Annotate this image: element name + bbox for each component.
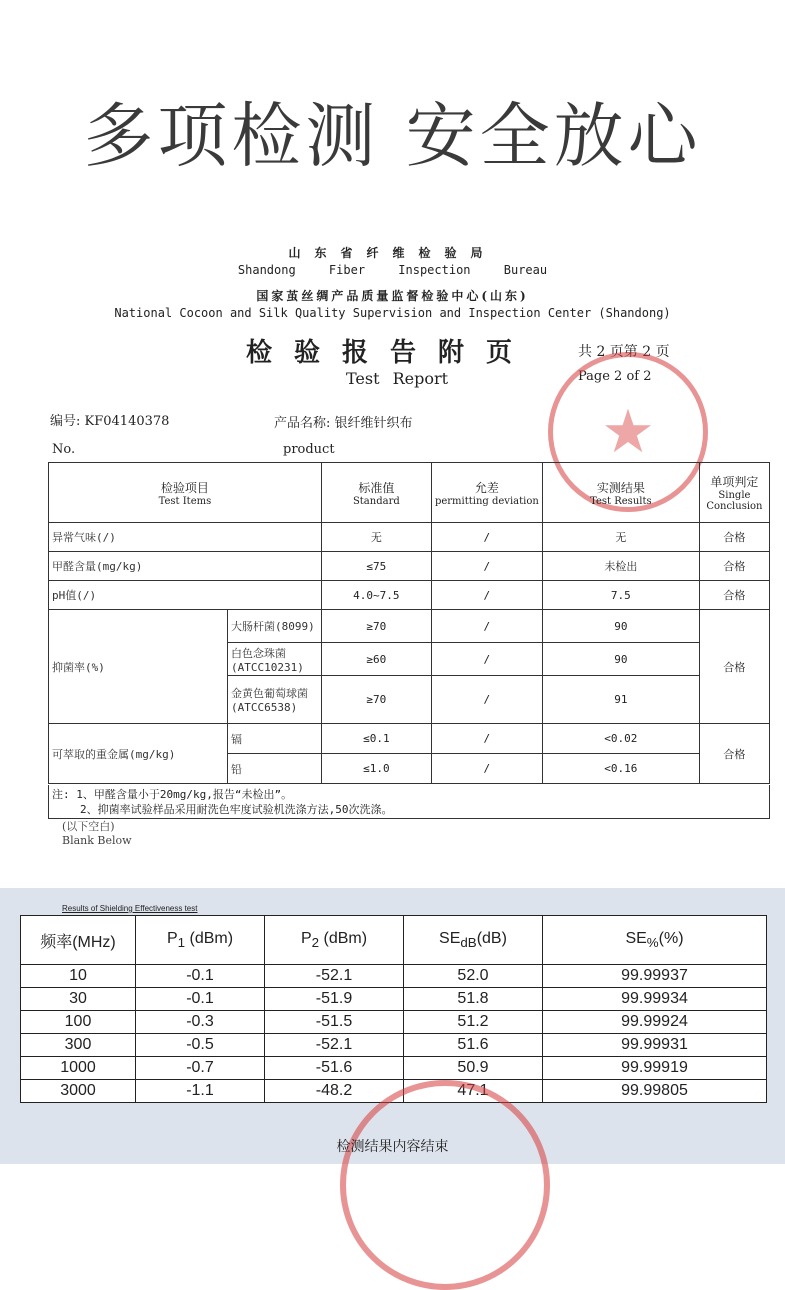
product-label: 产品名称: — [274, 416, 331, 431]
seal-star-icon: ★ — [601, 397, 655, 467]
blank-below-en: Blank Below — [62, 834, 132, 847]
page-indicator-cn: 共 2 页第 2 页 — [578, 344, 670, 360]
product-name — [274, 412, 413, 431]
product-label-en: product — [283, 442, 335, 457]
table-row: 抑菌率(%) 大肠杆菌(8099) ≥70 / 90 合格 — [49, 610, 770, 643]
header-results: 实测结果 Test Results — [542, 463, 699, 523]
header-frequency: 频率(MHz) — [21, 916, 136, 965]
note-1: 注: 1、甲醛含量小于20mg/kg,报告“未检出”。 — [52, 788, 293, 801]
header-p1: $P_1$ (dBm) — [136, 916, 265, 965]
bureau-name-cn: 山东省纤维检验局 — [288, 246, 497, 260]
report-number-value: KF04140378 — [84, 414, 170, 429]
blank-below-cn: (以下空白) — [62, 820, 115, 833]
headline: 多项检测 安全放心 — [83, 95, 702, 177]
report-number-label: 编号: — [50, 414, 81, 429]
header-se-percent: $SE_{\%}(\%)$ — [543, 916, 767, 965]
test-center-seal — [340, 1080, 550, 1290]
product-value: 银纤维针织布 — [334, 416, 413, 431]
table-row: 可萃取的重金属(mg/kg) 镉 ≤0.1 / <0.02 合格 — [49, 724, 770, 754]
header-se-db: $SE_{dB}(dB)$ — [404, 916, 543, 965]
table-row: pH值(/) 4.0~7.5 / 7.5 合格 — [49, 581, 770, 610]
table-row: 异常气味(/) 无 / 无 合格 — [49, 523, 770, 552]
table-header-row — [49, 463, 770, 523]
header-p2: $P_2$ (dBm) — [265, 916, 404, 965]
shielding-table — [20, 915, 767, 1103]
test-report-table — [48, 462, 770, 784]
center-name-en: National Cocoon and Silk Quality Supervision and Inspection Center (Shandong) — [114, 306, 671, 320]
table-notes — [48, 785, 770, 819]
page-indicator-en: Page 2 of 2 — [578, 369, 652, 384]
report-number — [50, 410, 169, 429]
table-row: 100 -0.3 -51.5 51.2 99.99924 — [21, 1011, 767, 1034]
center-name-cn: 国家茧丝绸产品质量监督检验中心(山东) — [256, 289, 529, 303]
note-2: 2、抑菌率试验样品采用耐洗色牢度试验机洗涤方法,50次洗涤。 — [80, 803, 393, 816]
table-row: 金黄色葡萄球菌(ATCC6538) ≥70 / 91 — [49, 676, 770, 724]
no-label-en: No. — [52, 442, 76, 457]
table-row: 铅 ≤1.0 / <0.16 — [49, 754, 770, 784]
bureau-name-en: Shandong Fiber Inspection Bureau — [237, 263, 548, 277]
blank-below — [62, 820, 132, 848]
table-row: 3000 -1.1 -48.2 47.1 99.99805 — [21, 1080, 767, 1103]
report-title-en: Test Report — [346, 369, 449, 388]
shielding-header-row — [21, 916, 767, 965]
header-test-items: 检验项目 Test Items — [49, 463, 322, 523]
report-title-cn: 检验报告附页 — [246, 338, 535, 368]
end-of-results: 检测结果内容结束 — [336, 1139, 449, 1155]
table-row: 300 -0.5 -52.1 51.6 99.99931 — [21, 1034, 767, 1057]
table-row: 10 -0.1 -52.1 52.0 99.99937 — [21, 965, 767, 988]
table-row: 30 -0.1 -51.9 51.8 99.99934 — [21, 988, 767, 1011]
header-conclusion: 单项判定 Single Conclusion — [699, 463, 769, 523]
table-row: 白色念珠菌(ATCC10231) ≥60 / 90 — [49, 643, 770, 676]
table-row: 1000 -0.7 -51.6 50.9 99.99919 — [21, 1057, 767, 1080]
header-standard: 标准值 Standard — [321, 463, 431, 523]
header-deviation: 允差 permitting deviation — [431, 463, 542, 523]
table-row: 甲醛含量(mg/kg) ≤75 / 未检出 合格 — [49, 552, 770, 581]
shielding-table-title: Results of Shielding Effectiveness test — [62, 904, 198, 913]
